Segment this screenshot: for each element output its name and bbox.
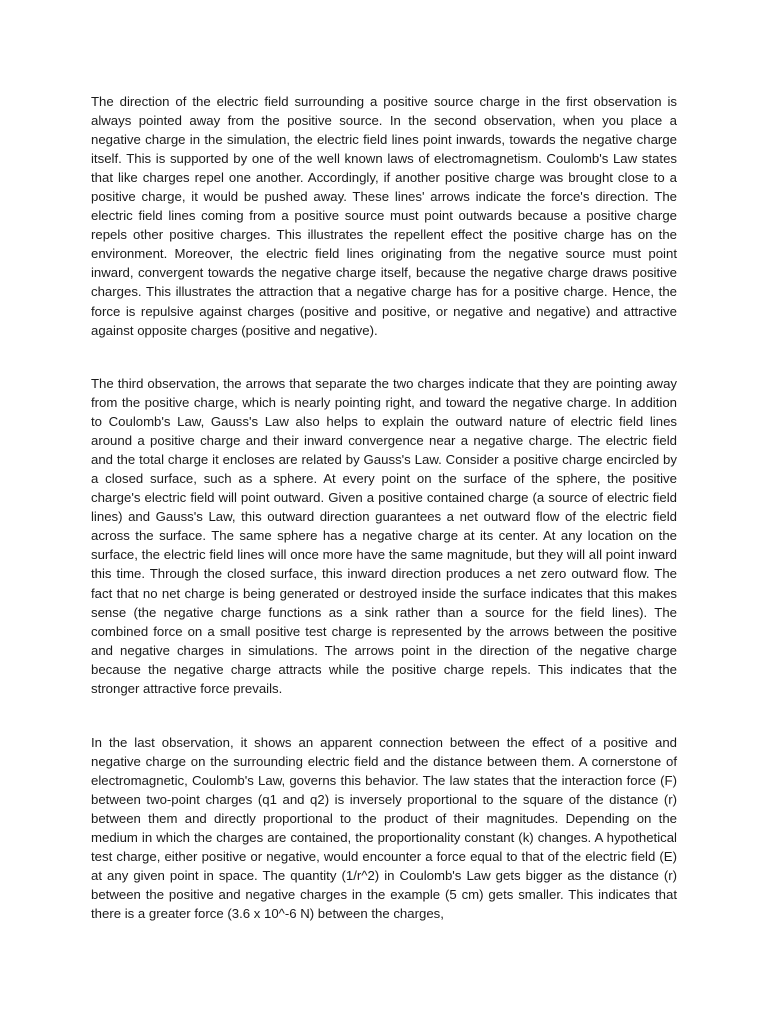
paragraph-last-observation: In the last observation, it shows an apparent connection between the effect of a positive and negative charge on the surrounding electric field and the distance between them. A cornerstone of electromagnetic, Coulomb's Law, governs this behavior. The law states that the interaction force (F) between two-point charges (q1 and q2) is inversely proportional to the square of the distance (r) between them and directly proportional to the product of their magnitudes. Depending on the medium in which the charges are contained, the proportionality constant (k) changes. A hypothetical test charge, either positive or negative, would encounter a force equal to that of the electric field (E) at any given point in space. The quantity (1/r^2) in Coulomb's Law gets bigger as the distance (r) between the positive and negative charges in the example (5 cm) gets smaller. This indicates that there is a greater force (3.6 x 10^-6 N) between the charges, xyxy=(91,735,677,922)
paragraph-first-second-observation: The direction of the electric field surrounding a positive source charge in the first observation is always pointed away from the positive source. In the second observation, when you place a negative charge in the simulation, the electric field lines point inwards, towards the negative charge itself. This is supported by one of the well known laws of electromagnetism. Coulomb's Law states that like charges repel one another. Accordingly, if another positive charge was brought close to a positive charge, it would be pushed away. These lines' arrows indicate the force's direction. The electric field lines coming from a positive source must point outwards because a positive charge repels other positive charges. This illustrates the repellent effect the positive charge has on the environment. Moreover, the electric field lines originating from the negative source must point inward, convergent towards the negative charge itself, because the negative charge draws positive charges. This illustrates the attraction that a negative charge has for a positive charge. Hence, the force is repulsive against charges (positive and positive, or negative and negative) and attractive against opposite charges (positive and negative). xyxy=(91,94,677,338)
paragraph-third-observation: The third observation, the arrows that separate the two charges indicate that they are pointing away from the positive charge, which is nearly pointing right, and toward the negative charge. In addition to Coulomb's Law, Gauss's Law also helps to explain the outward nature of electric field lines around a positive charge and their inward convergence near a negative charge. The electric field and the total charge it encloses are related by Gauss's Law. Consider a positive charge encircled by a closed surface, such as a sphere. At every point on the surface of the sphere, the positive charge's electric field will point outward. Given a positive contained charge (a source of electric field lines) and Gauss's Law, this outward direction guarantees a net outward flow of the electric field across the surface. The same sphere has a negative charge at its center. At any location on the surface, the electric field lines will once more have the same magnitude, but they will all point inward this time. Through the closed surface, this inward direction produces a net zero outward flow. The fact that no net charge is being generated or destroyed inside the surface indicates that this makes sense (the negative charge functions as a sink rather than a source for the field lines). The combined force on a small positive test charge is represented by the arrows between the positive and negative charges in simulations. The arrows point in the direction of the negative charge because the negative charge attracts while the positive charge repels. This indicates that the stronger attractive force prevails. xyxy=(91,376,677,696)
